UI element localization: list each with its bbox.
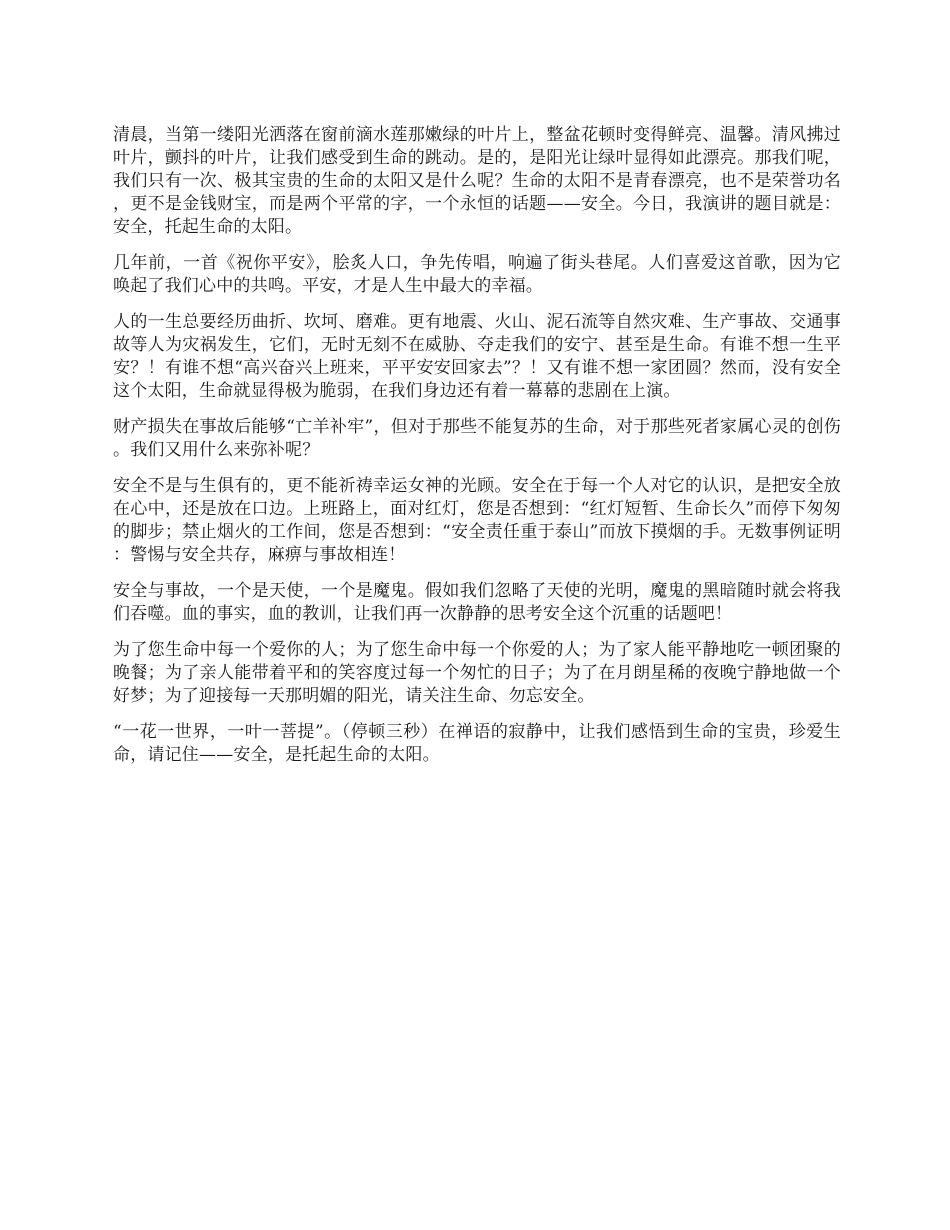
paragraph-7: 为了您生命中每一个爱你的人；为了您生命中每一个你爱的人；为了家人能平静地吃一顿团聚的晚餐；为了亲人能带着平和的笑容度过每一个匆忙的日子；为了在月朗星稀的夜晚宁静地做一个好梦；为了迎接每一天那明媚的阳光，请关注生命、勿忘安全。 [113,640,841,706]
paragraph-3: 人的一生总要经历曲折、坎坷、磨难。更有地震、火山、泥石流等自然灾难、生产事故、交通事故等人为灾祸发生，它们，无时无刻不在威胁、夺走我们的安宁、甚至是生命。有谁不想一生平安？！有谁不想“高兴奋兴上班来，平平安安回家去”？！又有谁不想一家团圆？然而，没有安全这个太阳，生命就显得极为脆弱，在我们身边还有着一幕幕的悲剧在上演。 [113,312,841,401]
paragraph-6: 安全与事故，一个是天使，一个是魔鬼。假如我们忽略了天使的光明，魔鬼的黑暗随时就会将我们吞噬。血的事实，血的教训，让我们再一次静静的思考安全这个沉重的话题吧！ [113,581,841,624]
paragraph-5: 安全不是与生俱有的，更不能祈祷幸运女神的光顾。安全在于每一个人对它的认识，是把安全放在心中，还是放在口边。上班路上，面对红灯，您是否想到：“红灯短暂、生命长久”而停下匆匆的脚步；禁止烟火的工作间，您是否想到：“安全责任重于泰山”而放下摸烟的手。无数事例证明：警惕与安全共存，麻痹与事故相连！ [113,476,841,565]
paragraph-4: 财产损失在事故后能够“亡羊补牢”，但对于那些不能复苏的生命，对于那些死者家属心灵的创伤。我们又用什么来弥补呢？ [113,417,841,460]
paragraph-2: 几年前，一首《祝你平安》，脍炙人口，争先传唱，响遍了街头巷尾。人们喜爱这首歌，因为它唤起了我们心中的共鸣。平安，才是人生中最大的幸福。 [113,253,841,296]
paragraph-1: 清晨，当第一缕阳光洒落在窗前滴水莲那嫩绿的叶片上，整盆花顿时变得鲜亮、温馨。清风拂过叶片，颤抖的叶片，让我们感受到生命的跳动。是的，是阳光让绿叶显得如此漂亮。那我们呢，我们只有一次、极其宝贵的生命的太阳又是什么呢？生命的太阳不是青春漂亮，也不是荣誉功名，更不是金钱财宝，而是两个平常的字，一个永恒的话题——安全。今日，我演讲的题目就是：安全，托起生命的太阳。 [113,125,841,237]
paragraph-8: “一花一世界，一叶一菩提”。（停顿三秒）在禅语的寂静中，让我们感悟到生命的宝贵，珍爱生命，请记住——安全，是托起生命的太阳。 [113,722,841,765]
document-body [113,124,841,780]
